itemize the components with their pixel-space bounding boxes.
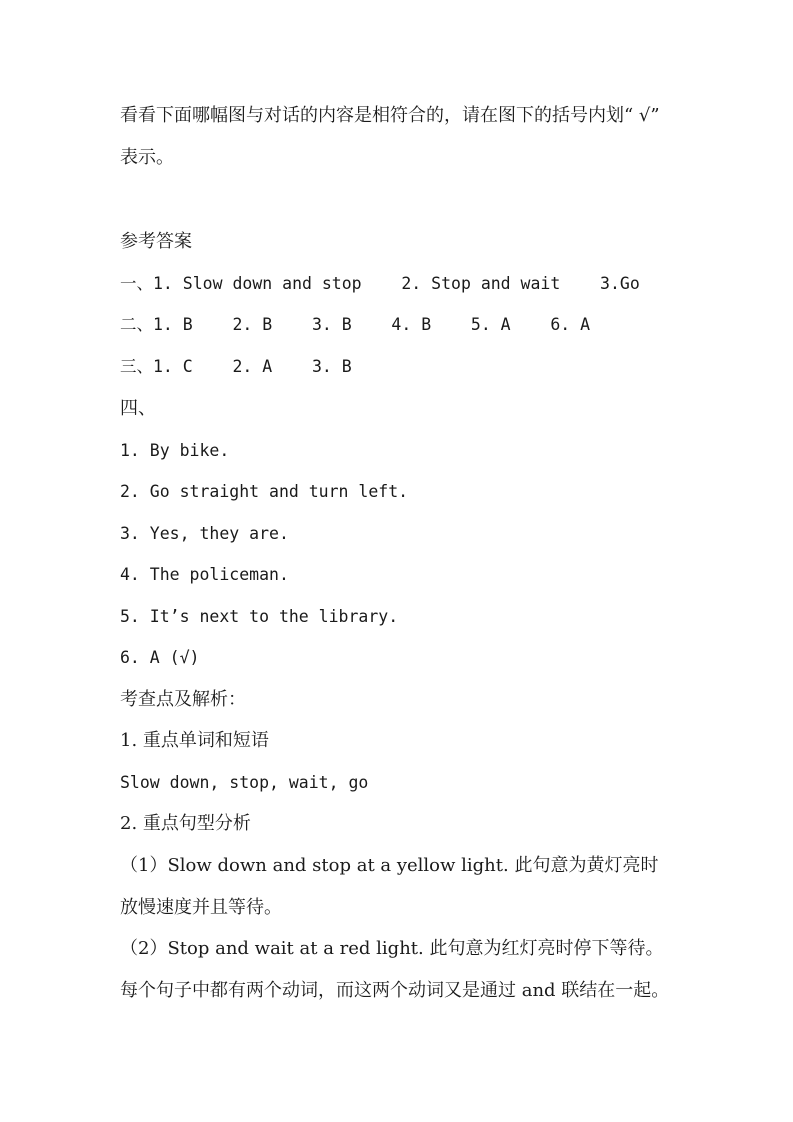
answers-part-2: 二、1. B 2. B 3. B 4. B 5. A 6. A [120, 315, 591, 334]
sentence-2-line-1: （2）Stop and wait at a red light. 此句意为红灯亮时停下等待。 [120, 938, 664, 959]
instruction-line-2: 表示。 [120, 147, 174, 168]
analysis-point-2-title: 2. 重点句型分析 [120, 813, 251, 834]
analysis-point-1-title: 1. 重点单词和短语 [120, 730, 269, 751]
answer-item: 3. Yes, they are. [120, 524, 289, 543]
answer-item: 2. Go straight and turn left. [120, 482, 409, 501]
answer-item: 5. It’s next to the library. [120, 607, 399, 626]
answer-item: 1. By bike. [120, 441, 230, 460]
analysis-heading: 考查点及解析： [120, 689, 246, 710]
analysis-point-1-words: Slow down, stop, wait, go [120, 773, 369, 792]
sentence-2-line-2: 每个句子中都有两个动词，而这两个动词又是通过 and 联结在一起。 [120, 980, 670, 1001]
answers-part-3: 三、1. C 2. A 3. B [120, 357, 352, 376]
instruction-line-1: 看看下面哪幅图与对话的内容是相符合的，请在图下的括号内划“ √” [120, 105, 660, 126]
answers-part-1: 一、1. Slow down and stop 2. Stop and wait 3.Go [120, 274, 640, 293]
sentence-1-line-2: 放慢速度并且等待。 [120, 897, 282, 918]
answers-heading: 参考答案 [120, 231, 192, 252]
answers-part-4-heading: 四、 [120, 398, 156, 419]
answer-item: 4. The policeman. [120, 565, 289, 584]
sentence-1-line-1: （1）Slow down and stop at a yellow light. 此句意为黄灯亮时 [120, 855, 659, 876]
answer-item: 6. A (√) [120, 648, 200, 667]
